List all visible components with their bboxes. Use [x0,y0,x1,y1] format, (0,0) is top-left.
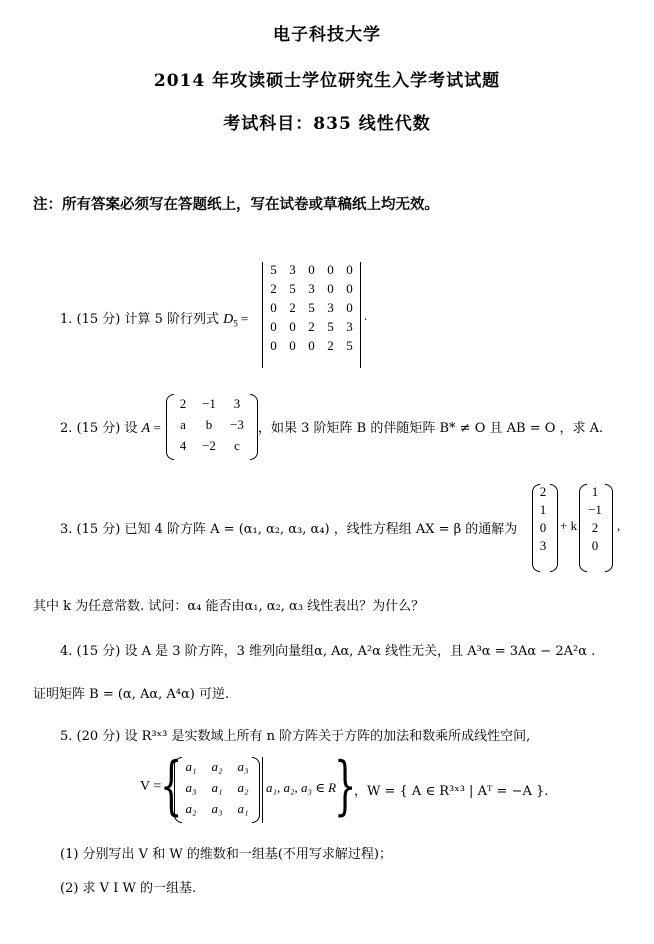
q3-vector-2-cell: 0 [591,538,599,553]
q5-matrix-cell: a₁ [211,780,223,795]
q4-line2: 证明矩阵 B = (α, Aα, A⁴α) 可逆. [33,687,230,702]
q3-vector-1-cell: 1 [539,502,547,517]
q1-determinant-cell: 0 [289,338,296,353]
q2-prefix: 2. (15 分) 设 [60,421,138,436]
q2-right-paren [250,394,258,460]
q1-determinant-cell: 0 [289,319,296,334]
q2-symbol: A [141,421,151,436]
q1-determinant-cell: 5 [289,281,296,296]
q5-matrix-cell: a₃ [211,801,223,816]
q5-matrix-cell: a₂ [185,801,197,816]
q2-matrix-cell: 4 [179,438,187,453]
q1-determinant-cell: 2 [270,281,277,296]
q5-matrix-cell: a₃ [237,759,249,774]
q3-vector-2-cell: 1 [591,484,599,499]
q1-determinant [264,262,360,354]
exam-title: 2014 年攻读硕士学位研究生入学考试试题 [153,71,501,91]
q1-determinant-cell: 0 [270,338,277,353]
q5-left-brace: { [160,749,183,823]
q3-plus-k: + k [560,518,578,533]
q2-matrix-cell: −1 [202,396,216,411]
q3-line2: 其中 k 为任意常数. 试问：α₄ 能否由α₁, α₂, α₃ 线性表出？为什么？ [33,599,425,614]
q2-matrix-cell: 2 [179,396,187,411]
q1-determinant-cell: 0 [270,300,277,315]
q5-v-label: V = [140,779,162,794]
q5-part-1: (1) 分别写出 V 和 W 的维数和一组基(不用写求解过程)； [60,847,392,862]
q1-det-right-bar [360,262,361,368]
q5-w-definition: ，W = { A ∈ R³ˣ³ | Aᵀ = −A }. [354,784,549,799]
q5-line1: 5. (20 分) 设 R³ˣ³ 是实数域上所有 n 阶方阵关于方阵的加法和数乘所成线性空间, [60,729,531,744]
q1-determinant-cell: 5 [270,262,277,277]
q1-determinant-cell: 2 [289,300,296,315]
q1-determinant-cell: 5 [308,300,315,315]
q5-right-paren [252,757,260,823]
university-name: 电子科技大学 [273,25,381,45]
q1-determinant-cell: 0 [346,281,353,296]
q2-eq: = [150,420,161,435]
q5-matrix-cell: a₁ [185,759,197,774]
q1-symbol: D [223,312,234,327]
q5-matrix-cell: a₁ [237,801,249,816]
q1-determinant-cell: 0 [327,281,334,296]
q3-vec1-right-paren [550,484,558,572]
q2-matrix-cell: b [205,417,213,432]
q3-vector-1-cell: 2 [539,484,547,499]
q1-text: 1. (15 分) 计算 5 阶行列式 [60,312,220,327]
q5-part-2: (2) 求 V I W 的一组基. [60,881,197,896]
q5-matrix [178,759,254,817]
q1-determinant-cell: 0 [346,300,353,315]
q1-determinant-cell: 0 [308,262,315,277]
q2-matrix [172,396,250,454]
q1-determinant-cell: 3 [346,319,353,334]
q3-vector-1-cell: 3 [539,538,547,553]
q2-matrix-cell: −2 [202,438,216,453]
q5-right-brace: } [334,749,357,823]
q1-determinant-cell: 5 [327,319,334,334]
q3-vector-2-cell: 2 [591,520,599,535]
q2-matrix-cell: 3 [233,396,241,411]
q5-condition: a₁, a₂, a₃ ∈ R [266,780,337,795]
q5-matrix-cell: a₂ [211,759,223,774]
q1-determinant-cell: 2 [308,319,315,334]
q1-end: . [364,308,368,323]
q5-set-bar [262,757,263,823]
q2-matrix-cell: −3 [230,417,244,432]
q3-vector-1-cell: 0 [539,520,547,535]
q1-determinant-cell: 0 [308,338,315,353]
exam-note: 注：所有答案必须写在答题纸上，写在试卷或草稿纸上均无效。 [33,196,439,213]
q1-determinant-cell: 0 [327,262,334,277]
q5-matrix-cell: a₃ [185,780,197,795]
q2-suffix: ，如果 3 阶矩阵 B 的伴随矩阵 B* ≠ O 且 AB = O ，求 A. [258,421,604,436]
q3-vector-2-cell: −1 [588,502,602,517]
q2-matrix-cell: a [180,417,186,432]
q3-vec2-right-paren [605,484,613,572]
q1-determinant-cell: 3 [308,281,315,296]
q1-determinant-cell: 3 [327,300,334,315]
q1-determinant-cell: 0 [270,319,277,334]
q1-determinant-cell: 0 [346,262,353,277]
q1-determinant-cell: 5 [346,338,353,353]
q1-eq: = [237,311,249,326]
q5-matrix-cell: a₂ [237,780,249,795]
q1-sub: 5 [233,318,238,329]
q4-line1: 4. (15 分) 设 A 是 3 阶方阵，3 维列向量组α, Aα, A²α 线性无关，且 A³α = 3Aα − 2A²α . [60,644,596,659]
q3-prefix: 3. (15 分) 已知 4 阶方阵 A = (α₁, α₂, α₃, α₄) ，线性方程组 AX = β 的通解为 [60,522,518,537]
q2-matrix-cell: c [234,438,240,453]
q1-determinant-cell: 3 [289,262,296,277]
q3-comma: , [617,518,621,533]
q1-det-left-bar [262,262,263,368]
q3-vector-1 [536,484,550,554]
exam-subject: 考试科目：835 线性代数 [223,114,431,134]
q3-vector-2 [583,484,607,554]
q1-determinant-cell: 2 [327,338,334,353]
